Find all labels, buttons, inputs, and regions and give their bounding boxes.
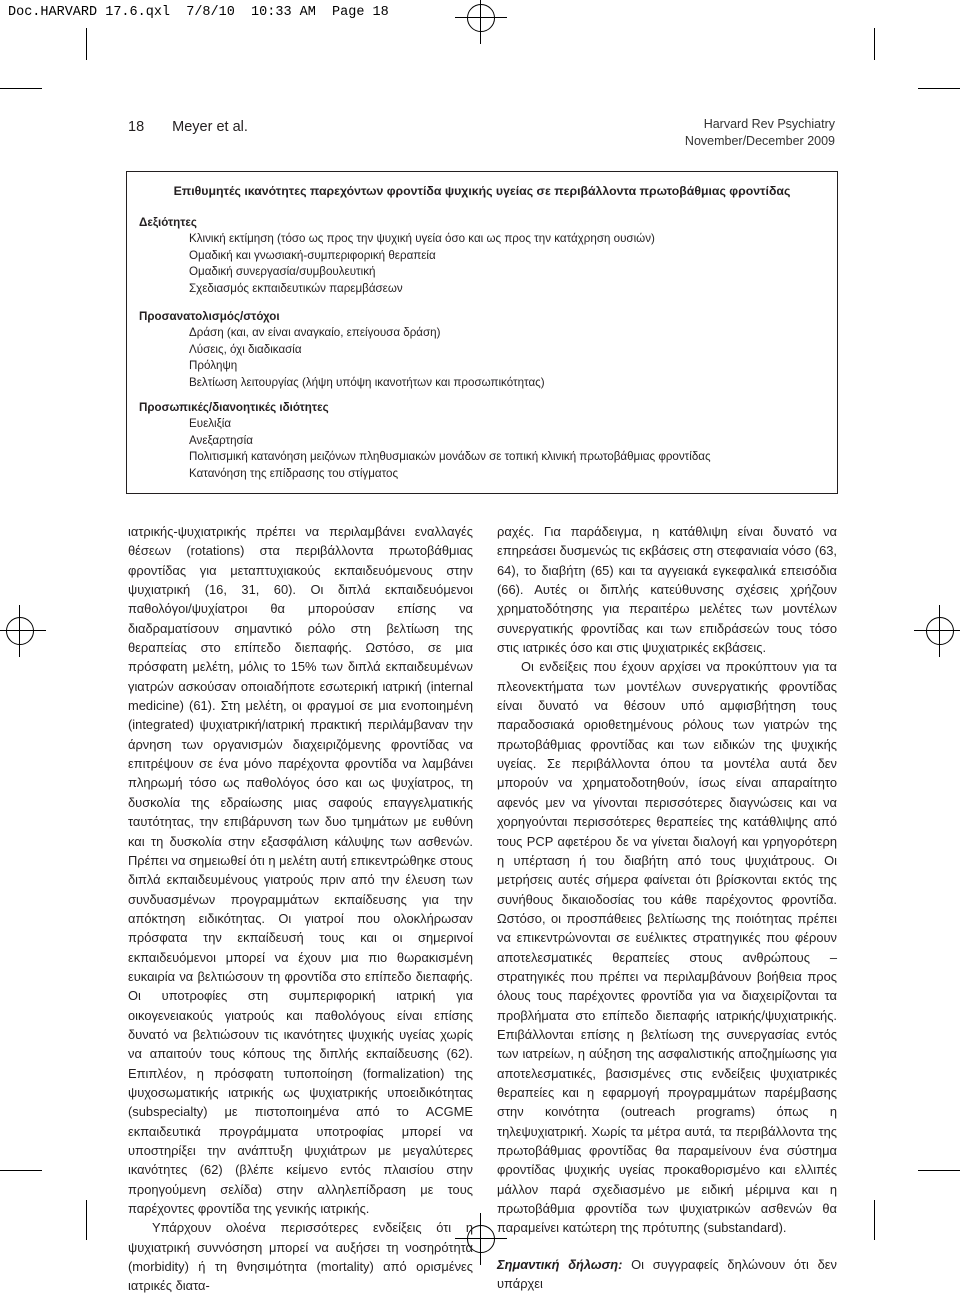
body-paragraph: ιατρικής-ψυχιατρικής πρέπει να περιλαμβάνει εναλλαγές θέσεων (rotations) στα περιβάλλοντα πρωτοβάθμιας φροντίδας για μεταπτυχιακούς εκπαιδευόμενους στην ψυχιατρική (16, 31, 60). Οι διπλά εκπαιδευόμενοι παθολόγοι/ψυχίατροι θα μπορούσαν επίσης να διαδραματίσουν σημαντικό ρόλο στη βελτίωση της θεραπείας στο επίπεδο διεπαφής. Ωστόσο, σε μια πρόσφατη μελέτη, μόλις το 15% των διπλά εκπαιδευμένων γιατρών ασκούσαν οποιαδήποτε εσωτερική ιατρική (internal medicine) (61). Στη μελέτη, οι φραγμοί σε μια ενοποιημένη (integrated) ψυχιατρική/ιατρική πρακτική περιλάμβαναν την άρνηση των οργανισμών διαχειριζόμενης φροντίδας να επιτρέψουν σε ένα μόνο παρέχοντα φροντίδα να λαμβάνει πληρωμή τόσο ως παθολόγος όσο και ως ψυχίατρος, τη δυσκολία της εδραίωσης μιας σαφούς επαγγελματικής ταυτότητας, την επιβάρυνση των δυο τμημάτων με ευθύνη και τη δυσκολία στην εξασφάλιση κάλυψης των ασθενών. Πρέπει να σημειωθεί ότι η μελέτη αυτή επικεντρώθηκε στους διπλά εκπαιδευμένους γιατρούς πριν από την έλευση των συνδυασμένων προγραμμάτων εκπαίδευσης για την απόκτηση ειδικότητας. Οι γιατροί που ολοκλήρωσαν πρόσφατα την εκπαίδευσή τους και οι σημερινοί εκπαιδευόμενοι μπορεί να έχουν μια πιο θωρακισμένη ευκαιρία να βελτιώσουν τη φροντίδα στο επίπεδο διεπαφής. Οι υποτροφίες στη συμπεριφορική ιατρική για οικογενειακούς γιατρούς και παθολόγους είναι επίσης δυνατό να βελτιώσουν τις ικανότητες ψυχικής υγείας χωρίς να απαιτούν τους κόπους της διπλής εκπαίδευσης (62). Επιπλέον, η πρόσφατη τυποποίηση (formalization) της ψυχοσωματικής ιατρικής ως ψυχιατρικής υποειδικότητας (subspecialty) με πιστοποιημένα από το ACGME εκπαιδευτικά προγράμματα υποτροφίας μπορεί να υποστηρίξει την ανάπτυξη ψυχιάτρων με μεγαλύτερες ικανότητες (62) (βλέπε κείμενο εντός πλαισίου στην προηγούμενη σελίδα) στην αλληλεπίδραση με τους παρέχοντες φροντίδα της γενικής ιατρικής. (128, 524, 473, 1217)
body-column-right (497, 522, 837, 1293)
printer-slug: Doc.HARVARD 17.6.qxl 7/8/10 10:33 AM Page 18 (8, 5, 389, 20)
crop-mark-br-v (874, 1200, 875, 1240)
box-item: Πολιτισμική κατανόηση μειζόνων πληθυσμιακών μονάδων σε τοπική κλινική πρωτοβάθμιας φροντίδας (189, 450, 711, 464)
box-item: Ομαδική και γνωσιακή-συμπεριφορική θεραπεία (189, 248, 436, 262)
page-number: 18 (128, 119, 145, 135)
registration-mark-left-icon (6, 617, 34, 645)
box-item: Ευελιξία (189, 417, 232, 431)
body-paragraph: ραχές. Για παράδειγμα, η κατάθλιψη είναι δυνατό να επηρεάσει δυσμενώς τις εκβάσεις στη στεφανιαία νόσο (63, 64), το διαβήτη (65) και τα αγγειακά εγκεφαλικά επεισόδια (66). Αυτές οι διπλής κατεύθυνσης σχέσεις χρήζουν χρηματοδότησης για περαιτέρω μελέτες των μοντέλων συνεργατικής φροντίδας και των επιδράσεών τους τόσο στις ιατρικές όσο και στις ψυχιατρικές εκβάσεις. (497, 524, 837, 656)
running-header-right (685, 116, 835, 150)
crop-mark-tr-h (918, 88, 960, 89)
box-item: Πρόληψη (189, 359, 238, 373)
box-item: Κατανόηση της επίδρασης του στίγματος (189, 466, 399, 480)
disclosure-label: Σημαντική δήλωση: (497, 1256, 623, 1272)
registration-mark-top-icon (467, 4, 495, 32)
body-paragraph: Οι ενδείξεις που έχουν αρχίσει να προκύπτουν για τα πλεονεκτήματα των μοντέλων συνεργατικής φροντίδας είναι δυνατό να θέσουν υπό αμφισβήτηση τους παραδοσιακά οριοθετημένους ρόλους των γιατρών της πρωτοβάθμιας φροντίδας και των ειδικών της ψυχικής υγείας. Σε περιβάλλοντα όπου τα μοντέλα αυτά δεν μπορούν να χρηματοδοτηθούν, ίσως είναι απαραίτητο αφενός μεν να γίνονται περισσότερες διαγνώσεις και να χορηγούνται περισσότερες θεραπείες της κατάθλιψης από τους PCP αφετέρου δε να γίνεται διαλογή και γρηγορότερη η υπέρταση ή του διαβήτη από τους ψυχιάτρους. Οι μετρήσεις αυτές σήμερα φαίνεται ότι βρίσκονται εκτός της συνήθους δικαιοδοσίας του κάθε παρέχοντος φροντίδα. Ωστόσο, οι προσπάθειες βελτίωσης της ποιότητας πρέπει να επικεντρώνονται σε ευέλικτες στρατηγικές που φέρουν αποτελεσματικές θεραπείες στους ανθρώπους – στρατηγικές που πρέπει να περιλαμβάνουν βοήθεια προς όλους τους παρέχοντες φροντίδα για να διαχειρίζονται τα προβλήματα στο επίπεδο διεπαφής ιατρικής/ψυχιατρικής. Επιβάλλονται επίσης η βελτίωση της συνεργασίας εντός των ιατρείων, η αύξηση της ασφαλιστικής αποζημίωσης για αποτελεσματικές, βασισμένες στις ενδείξεις ψυχιατρικές θεραπείες και η εφαρμογή προγραμμάτων παρέμβασης στην κοινότητα (outreach programs) όπως η τηλεψυχιατρική. Χωρίς τα μέτρα αυτά, τα περιβάλλοντα της πρωτοβάθμιας φροντίδας θα παραμείνουν ένα σύστημα φροντίδας ψυχικής υγείας προκαθορισμένο και ελλιπές μάλλον παρά σχεδιασμένο με ειδική μέριμνα και η πρωτοβάθμια φροντίδα των ψυχιατρικών ασθενών θα παραμείνει κατώτερη της πρότυπης (substandard). (497, 659, 837, 1236)
crop-mark-bl-v (86, 1200, 87, 1240)
competencies-box (126, 171, 838, 494)
box-item: Σχεδιασμός εκπαιδευτικών παρεμβάσεων (189, 281, 403, 295)
box-section-skills (141, 215, 655, 297)
box-item: Βελτίωση λειτουργίας (λήψη υπόψη ικανοτήτων και προσωπικότητας) (189, 375, 545, 389)
disclosure-paragraph (497, 1255, 837, 1294)
box-section-heading: Δεξιότητες (139, 216, 197, 229)
box-item: Κλινική εκτίμηση (τόσο ως προς την ψυχική υγεία όσο και ως προς την κατάχρηση ουσιών) (189, 232, 655, 246)
box-item: Δράση (και, αν είναι αναγκαίο, επείγουσα δράση) (189, 326, 441, 340)
body-column-left (128, 522, 473, 1296)
author-line: Meyer et al. (172, 119, 248, 135)
crop-mark-bl-h (0, 1170, 42, 1171)
body-paragraph: Υπάρχουν ολοένα περισσότερες ενδείξεις ότι η ψυχιατρική συννόσηση μπορεί να αυξήσει τη νοσηρότητα (morbidity) ή τη θνησιμότητα (mortality) από ορισμένες ιατρικές διατα- (128, 1220, 473, 1294)
box-item: Λύσεις, όχι διαδικασία (189, 342, 302, 356)
crop-mark-tl-v (86, 28, 87, 60)
box-title: Επιθυμητές ικανότητες παρεχόντων φροντίδα ψυχικής υγείας σε περιβάλλοντα πρωτοβάθμιας φροντίδας (173, 184, 791, 198)
box-item: Ομαδική συνεργασία/συμβουλευτική (189, 265, 376, 279)
box-item: Ανεξαρτησία (189, 433, 253, 447)
registration-mark-right-icon (926, 617, 954, 645)
crop-mark-br-h (918, 1170, 960, 1171)
box-section-heading: Προσωπικές/διανοητικές ιδιότητες (139, 401, 329, 414)
box-section-orientation (141, 309, 545, 391)
crop-mark-tr-v (874, 28, 875, 60)
journal-name: Harvard Rev Psychiatry (703, 117, 835, 131)
running-header-left (128, 119, 248, 135)
crop-mark-tl-h (0, 88, 42, 89)
box-section-heading: Προσανατολισμός/στόχοι (139, 310, 280, 323)
journal-issue: November/December 2009 (684, 134, 835, 148)
disclosure-text: Οι συγγραφείς δηλώνουν ότι δεν υπάρχει (497, 1256, 837, 1292)
box-section-qualities (141, 400, 711, 482)
